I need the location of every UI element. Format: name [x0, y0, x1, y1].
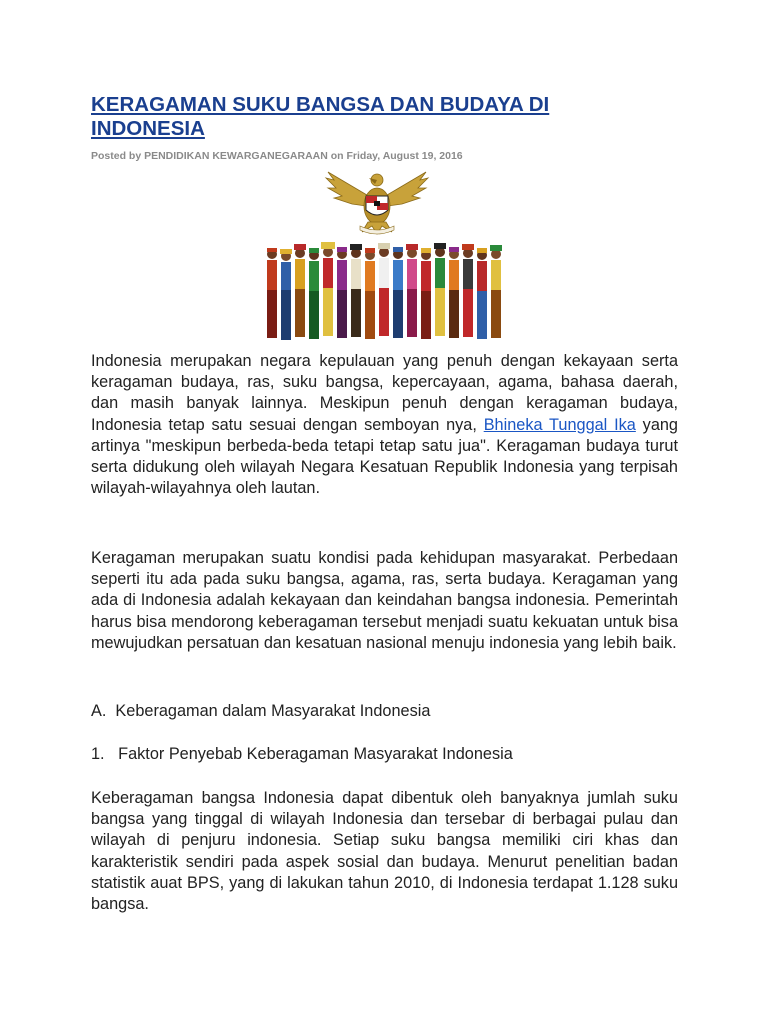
bhineka-tunggal-ika-link[interactable]: Bhineka Tunggal Ika — [483, 415, 636, 434]
post-title[interactable]: KERAGAMAN SUKU BANGSA DAN BUDAYA DI INDONESIA — [91, 93, 550, 140]
subsection-heading-1: 1. Faktor Penyebab Keberagaman Masyarakat Indonesia — [91, 745, 513, 763]
traditional-costumes-image — [262, 238, 506, 348]
paragraph-intro-end: yang artinya "meskipun berbeda-beda tetapi tetap satu jua". Keragaman budaya turut serta didukung oleh wilayah Negara Kesatuan Republik Indonesia yang terpisah wilayah-wilayahnya oleh lautan. — [91, 415, 678, 498]
section-heading-a: A. Keberagaman dalam Masyarakat Indonesia — [91, 702, 431, 720]
paragraph-intro-start: Indonesia merupakan negara kepulauan yang penuh dengan kekayaan serta keragaman budaya, ras, suku bangsa, kepercayaan, agama, bahasa daerah, dan masih banyak lainnya. Meskipun penuh dengan keragaman budaya, Indonesia tetap satu sesuai dengan semboyan nya, — [91, 352, 678, 434]
paragraph-intro — [91, 351, 678, 499]
post-byline: Posted by PENDIDIKAN KEWARGANEGARAAN on Friday, August 19, 2016 — [91, 150, 463, 162]
paragraph-keragaman: Keragaman merupakan suatu kondisi pada kehidupan masyarakat. Perbedaan seperti itu ada pada suku bangsa, agama, ras, serta budaya. Keragaman yang ada di Indonesia adalah kekayaan dan keindahan bangsa indonesia. Pemerintah harus bisa mendorong keberagaman tersebut menjadi suatu kekuatan untuk bisa mewujudkan persatuan dan kesatuan nasional menuju indonesia yang lebih baik. — [91, 549, 678, 652]
paragraph-faktor: Keberagaman bangsa Indonesia dapat dibentuk oleh banyaknya jumlah suku bangsa yang tinggal di wilayah Indonesia dan tersebar di berbagai pulau dan wilayah di penjuru indonesia. Setiap suku bangsa memiliki ciri khas dan karakteristik sendiri pada aspek sosial dan budaya. Menurut penelitian badan statistik auat BPS, yang di lakukan tahun 2010, di Indonesia terdapat 1.128 suku bangsa. — [91, 789, 678, 914]
garuda-emblem-image — [322, 168, 432, 236]
